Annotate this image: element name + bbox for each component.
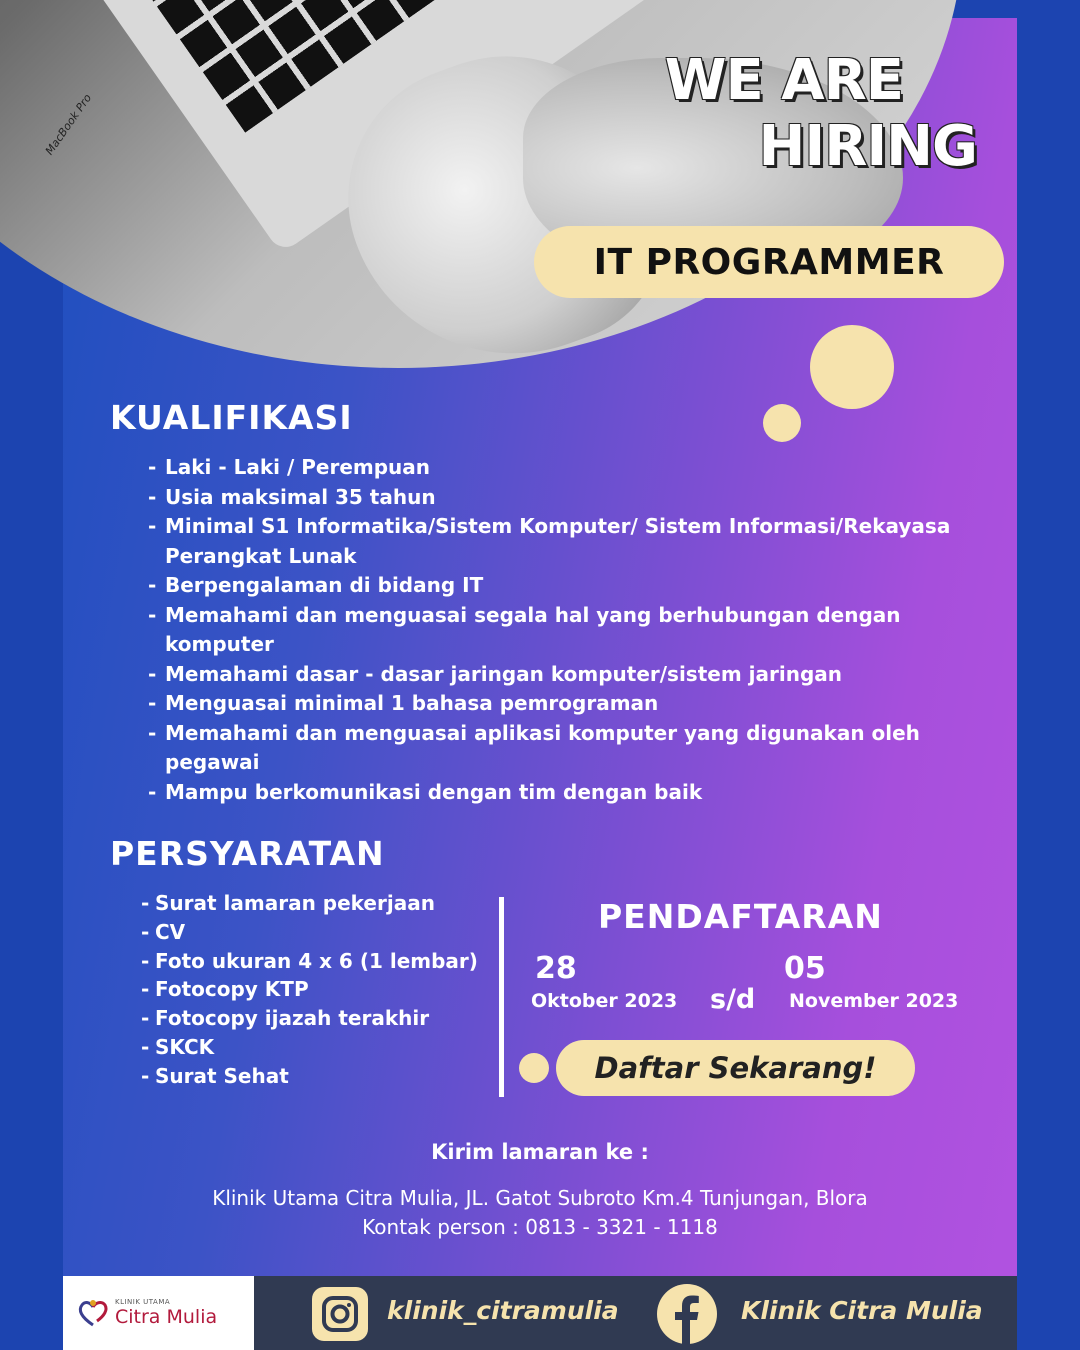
list-item: - Usia maksimal 35 tahun (148, 483, 978, 513)
contact-phone: Kontak person : 0813 - 3321 - 1118 (362, 1215, 718, 1239)
job-role-badge: IT PROGRAMMER (534, 226, 1004, 298)
list-item: - Mampu berkomunikasi dengan tim dengan baik (148, 778, 978, 808)
instagram-handle[interactable]: klinik_citramulia (387, 1296, 619, 1325)
facebook-icon[interactable] (657, 1284, 717, 1344)
list-item: - Fotocopy KTP (141, 975, 491, 1004)
qualifications-title: KUALIFIKASI (110, 398, 353, 437)
decorative-dot-small (763, 404, 801, 442)
footer-bar (63, 1276, 1017, 1350)
list-item: - Memahami dan menguasai aplikasi komputer yang digunakan oleh pegawai (148, 719, 928, 778)
list-item: - Memahami dan menguasai segala hal yang berhubungan dengan komputer (148, 601, 908, 660)
send-application-heading: Kirim lamaran ke : (431, 1140, 649, 1164)
end-month: November 2023 (789, 990, 959, 1012)
apply-now-button[interactable]: Daftar Sekarang! (556, 1040, 915, 1096)
instagram-icon[interactable] (312, 1287, 368, 1341)
list-item: - Minimal S1 Informatika/Sistem Komputer/ Sistem Informasi/Rekayasa Perangkat Lunak (148, 512, 978, 571)
list-item: - CV (141, 918, 491, 947)
requirements-title: PERSYARATAN (110, 834, 385, 873)
clinic-logo (63, 1276, 254, 1350)
divider (499, 897, 504, 1097)
laptop-brand-text: MacBook Pro (42, 91, 95, 158)
headline-line-2: HIRING (758, 114, 977, 179)
qualifications-list (148, 453, 978, 807)
list-item: - SKCK (141, 1033, 491, 1062)
end-day: 05 (784, 951, 826, 986)
poster (42, 18, 1017, 1276)
heart-logo-icon (75, 1295, 111, 1331)
list-item: - Surat lamaran pekerjaan (141, 889, 491, 918)
facebook-page-name[interactable]: Klinik Citra Mulia (741, 1296, 983, 1325)
decorative-dot-large (810, 325, 894, 409)
list-item: - Menguasai minimal 1 bahasa pemrograman (148, 689, 978, 719)
list-item: - Memahami dasar - dasar jaringan komputer/sistem jaringan (148, 660, 978, 690)
list-item: - Foto ukuran 4 x 6 (1 lembar) (141, 947, 491, 976)
logo-name: Citra Mulia (115, 1306, 218, 1328)
headline-line-1: WE ARE (664, 48, 903, 113)
logo-subtitle: KLINIK UTAMA (115, 1298, 171, 1306)
start-day: 28 (535, 951, 577, 986)
decorative-dot-cta (519, 1053, 549, 1083)
hiring-headline (665, 48, 977, 180)
list-item: - Berpengalaman di bidang IT (148, 571, 978, 601)
list-item: - Fotocopy ijazah terakhir (141, 1004, 491, 1033)
logo-text (115, 1299, 217, 1327)
list-item: - Surat Sehat (141, 1062, 491, 1091)
start-month: Oktober 2023 (531, 990, 678, 1012)
clinic-address: Klinik Utama Citra Mulia, JL. Gatot Subroto Km.4 Tunjungan, Blora (212, 1186, 868, 1210)
list-item: - Laki - Laki / Perempuan (148, 453, 978, 483)
date-separator: s/d (710, 984, 756, 1015)
requirements-list (141, 889, 491, 1091)
registration-title: PENDAFTARAN (598, 897, 883, 936)
contact-info (63, 1184, 1017, 1242)
